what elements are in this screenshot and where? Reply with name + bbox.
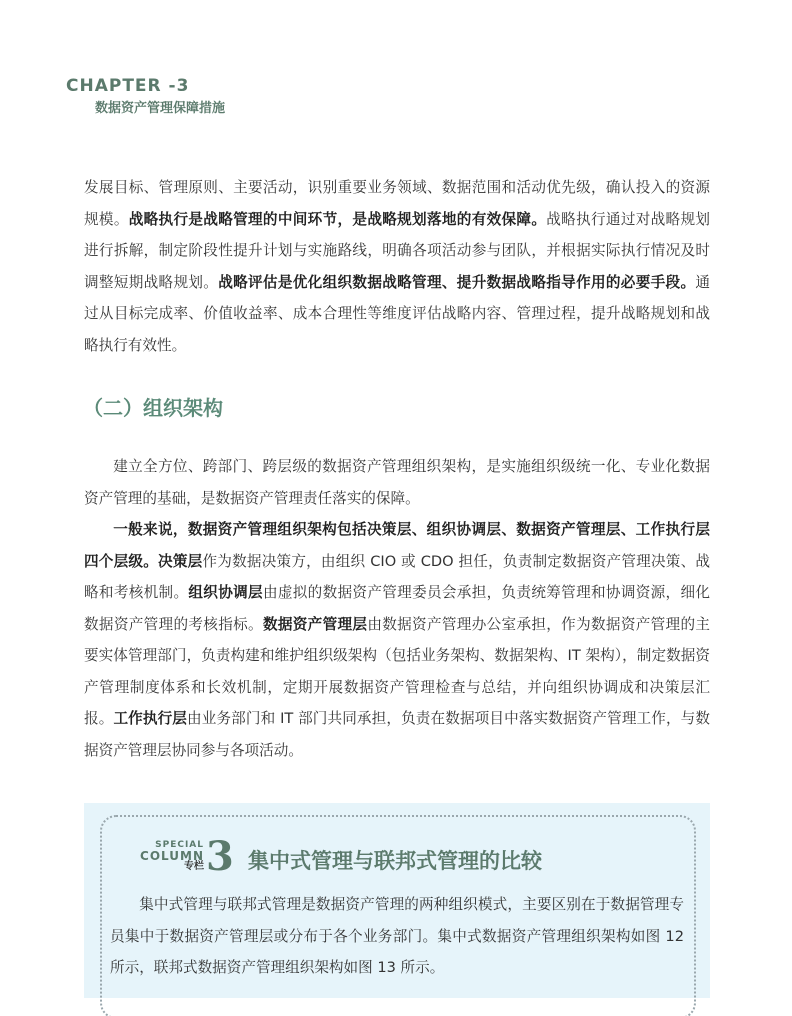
text-segment: 由业务部门和 IT 部门共同承担，负责在数据项目中落实数据资产管理工作，与数据资产管理层协同参与各项活动。 [84, 710, 710, 759]
column-title: 集中式管理与联邦式管理的比较 [248, 849, 542, 873]
chapter-subtitle: 数据资产管理保障措施 [95, 101, 226, 116]
bold-segment: 工作执行层 [113, 710, 188, 727]
text-segment: 战略执行通过对战略规划进行拆解，制定阶段性提升计划与实施路线，明确各项活动参与团队，并根据实际执行情况及时调整短期战略规划。 [84, 210, 710, 291]
special-column-badge [132, 841, 204, 872]
badge-zh: 专栏 [184, 861, 204, 872]
bold-segment: 组织协调层 [188, 584, 263, 601]
special-column-box [84, 803, 710, 998]
text-segment: 发展目标、管理原则、主要活动，识别重要业务领域、数据范围和活动优先级，确认投入的资源规模。 [84, 179, 710, 228]
text-segment: 由数据资产管理办公室承担，作为数据资产管理的主要实体管理部门，负责构建和维护组织级架构（包括业务架构、数据架构、IT 架构），制定数据资产管理制度体系和长效机制，定期开展数据资产管理检查与总结，并向组织协调成和决策层汇报。 [84, 615, 710, 727]
paragraph-layers [84, 514, 710, 766]
paragraph-strategy [84, 172, 710, 361]
bold-segment: 战略评估是优化组织数据战略管理、提升数据战略指导作用的必要手段。 [218, 273, 696, 291]
column-number: 3 [206, 833, 234, 880]
bold-segment: 数据资产管理层 [262, 615, 368, 633]
column-text: 集中式管理与联邦式管理是数据资产管理的两种组织模式，主要区别在于数据管理专员集中于数据资产管理层或分布于各个业务部门。集中式数据资产管理组织架构如图 12 所示，联邦式数据资产管理组织架构如图 13 所示。 [110, 896, 684, 976]
bold-segment: 战略执行是战略管理的中间环节，是战略规划落地的有效保障。 [128, 210, 547, 228]
text-segment: 通过从目标完成率、价值收益率、成本合理性等维度评估战略内容、管理过程，提升战略规划和战略执行有效性。 [84, 273, 710, 354]
badge-special: SPECIAL [155, 840, 204, 850]
section-heading: （二）组织架构 [83, 396, 223, 420]
text-segment: 由虚拟的数据资产管理委员会承担，负责统筹管理和协调资源，细化数据资产管理的考核指标。 [84, 584, 710, 633]
text-segment: 作为数据决策方，由组织 CIO 或 CDO 担任，负责制定数据资产管理决策、战略和考核机制。 [84, 552, 710, 601]
chapter-label: CHAPTER -3 [66, 76, 190, 96]
bold-segment: 一般来说，数据资产管理组织架构包括决策层、组织协调层、数据资产管理层、工作执行层四个层级。决策层 [84, 521, 710, 570]
badge-column: COLUMN [140, 849, 204, 863]
paragraph-intro: 建立全方位、跨部门、跨层级的数据资产管理组织架构，是实施组织级统一化、专业化数据资产管理的基础，是数据资产管理责任落实的保障。 [84, 458, 710, 507]
